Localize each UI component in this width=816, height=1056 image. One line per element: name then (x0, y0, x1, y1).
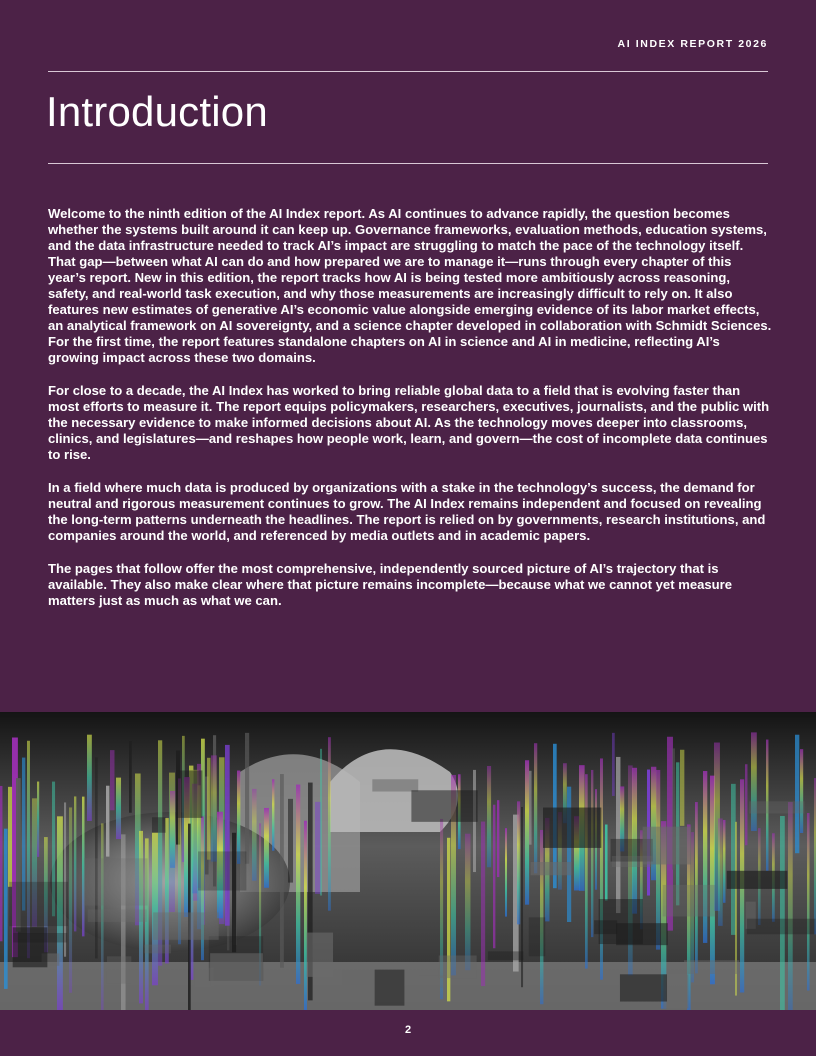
intro-paragraph-4: The pages that follow offer the most comprehensive, independently sourced picture of AI’s trajectory that is available. They also make clear where that picture remains incomplete—because what we cannot yet measure matters just as much as what we can. (48, 561, 733, 608)
intro-paragraph-1: Welcome to the ninth edition of the AI Index report. As AI continues to advance rapidly, the question becomes whether the systems built around it can keep up. Governance frameworks, evaluation methods, education systems, and the data infrastructure needed to track AI’s impact are struggling to match the pace of the technology itself. That gap—between what AI can do and how prepared we are to manage it—runs through every chapter of this year’s report. New in this edition, the report tracks how AI is being tested more ambitiously across reasoning, safety, and real-world task execution, and why those measurements are increasingly difficult to rely on. It also features new estimates of generative AI’s economic value alongside emerging evidence of its labor market effects, an analytical framework on AI sovereignty, and a science chapter developed in collaboration with Schmidt Sciences. For the first time, the report features standalone chapters on AI in science and AI in medicine, reflecting AI’s growing impact across these two domains. (48, 206, 772, 365)
intro-paragraph-3: In a field where much data is produced by organizations with a stake in the technology’s success, the demand for neutral and rigorous measurement continues to grow. The AI Index remains independent and focused on revealing the long-term patterns underneath the headlines. The report is relied on by governments, research institutions, and companies around the world, and referenced by media outlets and in academic papers. (48, 480, 766, 543)
report-header-label: AI INDEX REPORT 2026 (617, 38, 768, 50)
intro-body (48, 206, 772, 626)
glitch-landscape-art-icon (0, 712, 816, 1010)
title-divider (48, 163, 768, 164)
glitch-landscape-artwork (0, 712, 816, 1010)
page-title: Introduction (46, 88, 268, 135)
intro-paragraph-2: For close to a decade, the AI Index has worked to bring reliable global data to a field that is evolving faster than most efforts to measure it. The report equips policymakers, researchers, executives, journalists, and the public with the necessary evidence to make informed decisions about AI. As the technology moves deeper into classrooms, clinics, and legislatures—and reshapes how people work, learn, and govern—the cost of incomplete data continues to rise. (48, 383, 770, 462)
top-divider (48, 71, 768, 72)
page-number: 2 (404, 1024, 412, 1036)
